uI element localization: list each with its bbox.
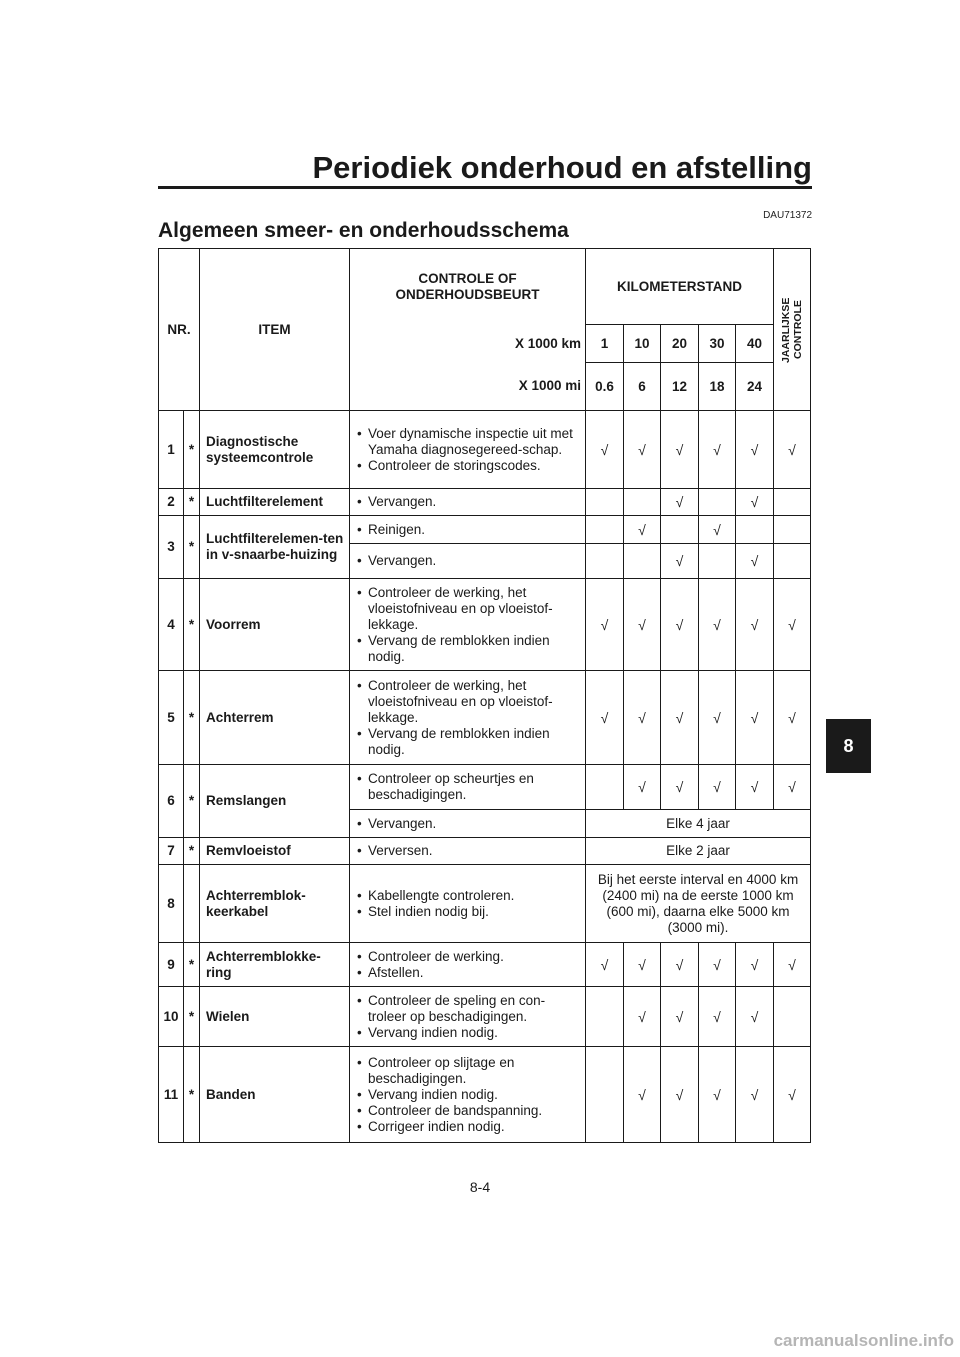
row-item: Luchtfilterelement — [200, 489, 350, 516]
row-number: 5 — [159, 671, 184, 765]
table-row — [159, 411, 811, 489]
action-item: • Controleer op slijtage en beschadigingen. — [354, 1055, 581, 1087]
header-km-10: 10 — [624, 325, 661, 363]
action-item: • Reinigen. — [354, 522, 581, 538]
check-cell: √ — [774, 1047, 811, 1143]
action-item: • Controleer de werking, het vloeistofniveau en op vloeistof-lekkage. — [354, 678, 581, 726]
action-item: • Corrigeer indien nodig. — [354, 1119, 581, 1135]
check-cell: √ — [736, 943, 774, 987]
row-star: * — [184, 943, 200, 987]
header-item: ITEM — [200, 249, 350, 411]
header-nr: NR. — [159, 249, 200, 411]
row-number: 2 — [159, 489, 184, 516]
empty-cell — [586, 987, 624, 1047]
header-km-1: 1 — [586, 325, 624, 363]
action-item: • Verversen. — [354, 843, 581, 859]
table-row — [159, 1047, 811, 1143]
table-row — [159, 516, 811, 544]
row-actions — [350, 987, 586, 1047]
check-cell: √ — [736, 765, 774, 810]
row-item: Achterremblok-keerkabel — [200, 865, 350, 943]
check-cell: √ — [661, 671, 699, 765]
row-actions — [350, 671, 586, 765]
row-star: * — [184, 987, 200, 1047]
interval-note: Elke 4 jaar — [586, 810, 811, 838]
row-star — [184, 865, 200, 943]
header-mi-0-6: 0.6 — [586, 363, 624, 411]
row-actions — [350, 943, 586, 987]
check-cell: √ — [661, 544, 699, 579]
row-star: * — [184, 838, 200, 865]
check-cell: √ — [774, 671, 811, 765]
row-actions — [350, 838, 586, 865]
table-row — [159, 765, 811, 810]
empty-cell — [586, 489, 624, 516]
header-annual-label: JAARLIJKSE CONTROLE — [780, 296, 805, 363]
check-cell: √ — [736, 671, 774, 765]
watermark: carmanualsonline.info — [773, 1331, 954, 1350]
check-cell: √ — [736, 579, 774, 671]
row-actions — [350, 489, 586, 516]
row-item: Wielen — [200, 987, 350, 1047]
document-code: DAU71372 — [763, 210, 812, 221]
row-actions — [350, 810, 586, 838]
check-cell: √ — [661, 765, 699, 810]
row-actions — [350, 544, 586, 579]
check-cell: √ — [699, 579, 736, 671]
row-item: Achterremblokke-ring — [200, 943, 350, 987]
header-mi-24: 24 — [736, 363, 774, 411]
row-actions — [350, 411, 586, 489]
row-number: 9 — [159, 943, 184, 987]
row-number: 3 — [159, 516, 184, 579]
interval-note: Elke 2 jaar — [586, 838, 811, 865]
empty-cell — [624, 489, 661, 516]
table-row — [159, 865, 811, 943]
row-number: 6 — [159, 765, 184, 838]
row-star: * — [184, 411, 200, 489]
check-cell: √ — [661, 579, 699, 671]
empty-cell — [586, 516, 624, 544]
row-number: 10 — [159, 987, 184, 1047]
empty-cell — [586, 1047, 624, 1143]
header-control-label: CONTROLE OF ONDERHOUDSBEURT — [395, 270, 540, 302]
page-number: 8-4 — [469, 1179, 491, 1195]
header-km-40: 40 — [736, 325, 774, 363]
row-actions — [350, 579, 586, 671]
row-item: Diagnostische systeemcontrole — [200, 411, 350, 489]
check-cell: √ — [736, 411, 774, 489]
action-item: • Afstellen. — [354, 965, 581, 981]
header-mi-6: 6 — [624, 363, 661, 411]
action-item: • Vervang de remblokken indien nodig. — [354, 726, 581, 758]
row-number: 8 — [159, 865, 184, 943]
row-item: Luchtfilterelemen-ten in v-snaarbe-huizing — [200, 516, 350, 579]
check-cell: √ — [624, 671, 661, 765]
maintenance-table-wrapper — [158, 248, 811, 1143]
row-star: * — [184, 579, 200, 671]
row-number: 4 — [159, 579, 184, 671]
empty-cell — [774, 489, 811, 516]
action-item: • Vervang de remblokken indien nodig. — [354, 633, 581, 665]
action-item: • Vervangen. — [354, 553, 581, 569]
check-cell: √ — [586, 671, 624, 765]
action-item: • Controleer de storingscodes. — [354, 458, 581, 474]
check-cell: √ — [699, 1047, 736, 1143]
empty-cell — [624, 544, 661, 579]
header-mi-12: 12 — [661, 363, 699, 411]
check-cell: √ — [699, 671, 736, 765]
row-star: * — [184, 671, 200, 765]
chapter-tab — [826, 719, 871, 773]
action-item: • Vervang indien nodig. — [354, 1025, 581, 1041]
empty-cell — [736, 516, 774, 544]
table-row — [159, 489, 811, 516]
action-item: • Controleer de werking, het vloeistofniveau en op vloeistof-lekkage. — [354, 585, 581, 633]
row-actions — [350, 765, 586, 810]
header-km-label: X 1000 km — [350, 325, 586, 363]
empty-cell — [699, 544, 736, 579]
header-row-1 — [159, 249, 811, 325]
header-mi-18: 18 — [699, 363, 736, 411]
check-cell: √ — [736, 544, 774, 579]
action-item: • Kabellengte controleren. — [354, 888, 581, 904]
header-annual — [774, 249, 811, 411]
check-cell: √ — [736, 1047, 774, 1143]
check-cell: √ — [624, 1047, 661, 1143]
maintenance-schedule-table — [158, 248, 811, 1143]
check-cell: √ — [774, 943, 811, 987]
empty-cell — [586, 765, 624, 810]
row-star: * — [184, 1047, 200, 1143]
header-km-30: 30 — [699, 325, 736, 363]
action-item: • Controleer de werking. — [354, 949, 581, 965]
header-km-20: 20 — [661, 325, 699, 363]
check-cell: √ — [661, 1047, 699, 1143]
table-row — [159, 838, 811, 865]
row-item: Remvloeistof — [200, 838, 350, 865]
header-control — [350, 249, 586, 325]
check-cell: √ — [699, 987, 736, 1047]
table-row — [159, 987, 811, 1047]
check-cell: √ — [661, 489, 699, 516]
title-rule — [158, 186, 812, 189]
table-row — [159, 943, 811, 987]
check-cell: √ — [774, 765, 811, 810]
row-item: Remslangen — [200, 765, 350, 838]
page-title: Periodiek onderhoud en afstelling — [312, 150, 812, 185]
action-item: • Voer dynamische inspectie uit met Yamaha diagnosegereed-schap. — [354, 426, 581, 458]
check-cell: √ — [586, 943, 624, 987]
empty-cell — [699, 489, 736, 516]
check-cell: √ — [736, 987, 774, 1047]
action-item: • Controleer op scheurtjes en beschadigingen. — [354, 771, 581, 803]
action-item: • Stel indien nodig bij. — [354, 904, 581, 920]
table-row — [159, 579, 811, 671]
row-actions — [350, 865, 586, 943]
interval-note: Bij het eerste interval en 4000 km (2400 mi) na de eerste 1000 km (600 mi), daarna elke 5000 km (3000 mi). — [586, 865, 811, 943]
empty-cell — [661, 516, 699, 544]
row-item: Voorrem — [200, 579, 350, 671]
action-item: • Vervang indien nodig. — [354, 1087, 581, 1103]
header-mi-label: X 1000 mi — [350, 363, 586, 411]
row-item: Banden — [200, 1047, 350, 1143]
section-heading: Algemeen smeer- en onderhoudsschema — [158, 219, 569, 242]
action-item: • Controleer de speling en con-troleer op beschadigingen. — [354, 993, 581, 1025]
row-star: * — [184, 516, 200, 579]
row-number: 7 — [159, 838, 184, 865]
check-cell: √ — [736, 489, 774, 516]
chapter-number: 8 — [843, 735, 854, 756]
check-cell: √ — [699, 765, 736, 810]
empty-cell — [774, 987, 811, 1047]
check-cell: √ — [624, 765, 661, 810]
table-row — [159, 671, 811, 765]
check-cell: √ — [624, 579, 661, 671]
empty-cell — [774, 544, 811, 579]
check-cell: √ — [624, 411, 661, 489]
header-odometer: KILOMETERSTAND — [586, 249, 774, 325]
empty-cell — [774, 516, 811, 544]
check-cell: √ — [624, 943, 661, 987]
row-number: 1 — [159, 411, 184, 489]
action-item: • Vervangen. — [354, 494, 581, 510]
row-star: * — [184, 765, 200, 838]
action-item: • Vervangen. — [354, 816, 581, 832]
check-cell: √ — [661, 943, 699, 987]
row-star: * — [184, 489, 200, 516]
row-number: 11 — [159, 1047, 184, 1143]
check-cell: √ — [774, 579, 811, 671]
action-item: • Controleer de bandspanning. — [354, 1103, 581, 1119]
check-cell: √ — [661, 987, 699, 1047]
check-cell: √ — [699, 411, 736, 489]
empty-cell — [586, 544, 624, 579]
check-cell: √ — [661, 411, 699, 489]
check-cell: √ — [624, 987, 661, 1047]
check-cell: √ — [699, 516, 736, 544]
row-actions — [350, 1047, 586, 1143]
row-item: Achterrem — [200, 671, 350, 765]
check-cell: √ — [586, 411, 624, 489]
check-cell: √ — [774, 411, 811, 489]
check-cell: √ — [699, 943, 736, 987]
check-cell: √ — [624, 516, 661, 544]
row-actions — [350, 516, 586, 544]
check-cell: √ — [586, 579, 624, 671]
